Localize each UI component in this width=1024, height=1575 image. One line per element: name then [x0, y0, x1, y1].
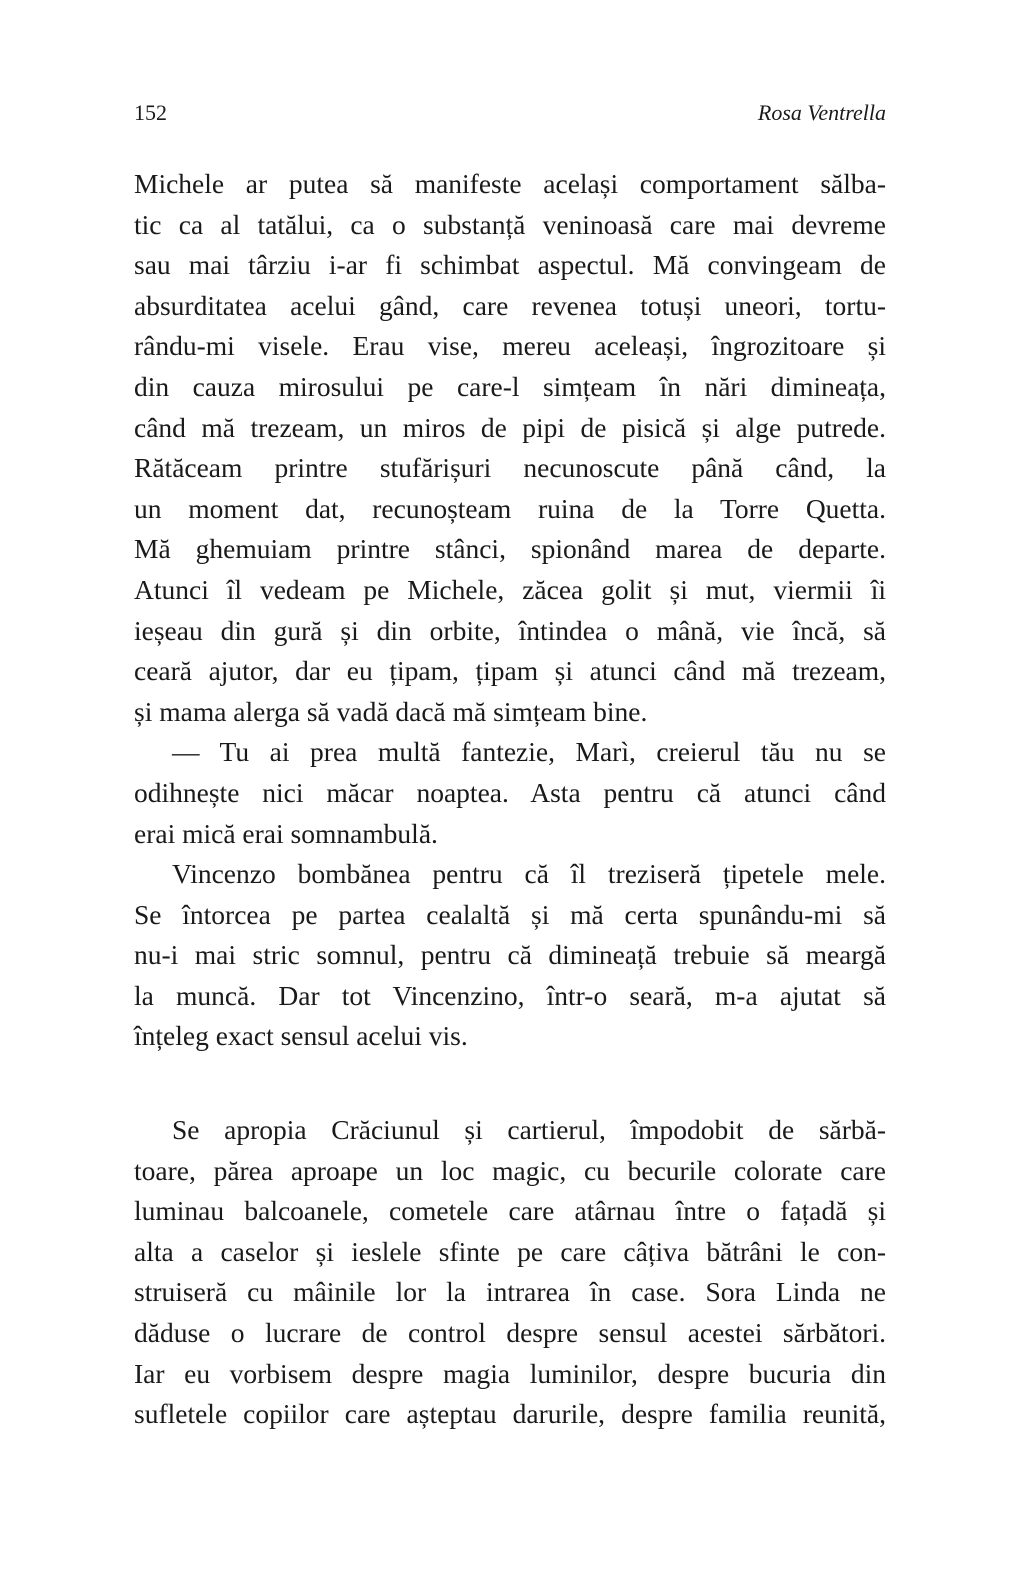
- text-line: Iar eu vorbisem despre magia luminilor, despre bucuria din: [134, 1357, 886, 1389]
- text-line: Mă ghemuiam printre stânci, spionând marea de departe.: [134, 533, 886, 565]
- text-line: sau mai târziu i-ar fi schimbat aspectul. Mă convingeam de: [134, 249, 886, 281]
- text-line: un moment dat, recunoșteam ruina de la Torre Quetta.: [134, 492, 886, 524]
- dialogue-line: — Tu ai prea multă fantezie, Marì, creierul tău nu se: [172, 736, 886, 768]
- text-line: ceară ajutor, dar eu țipam, țipam și atunci când mă trezeam,: [134, 655, 886, 687]
- running-head-author: Rosa Ventrella: [757, 100, 886, 125]
- text-line: Se întorcea pe partea cealaltă și mă certa spunându-mi să: [134, 898, 886, 930]
- text-line: la muncă. Dar tot Vincenzino, într-o seară, m-a ajutat să: [134, 979, 886, 1011]
- text-line: când mă trezeam, un miros de pipi de pisică și alge putrede.: [134, 411, 886, 443]
- text-line: tic ca al tatălui, ca o substanță veninoasă care mai devreme: [134, 208, 886, 240]
- body-text-block: [134, 1110, 886, 1435]
- body-text-block: [134, 164, 886, 1057]
- page-header: [134, 100, 886, 140]
- text-line: toare, părea aproape un loc magic, cu becurile colorate care: [134, 1154, 886, 1186]
- text-line: nu-i mai stric somnul, pentru că dimineață trebuie să meargă: [134, 939, 886, 971]
- text-line: odihnește nici măcar noaptea. Asta pentru că atunci când: [134, 776, 886, 808]
- page-number: 152: [134, 100, 167, 125]
- text-line: Michele ar putea să manifeste același comportament sălba-: [134, 168, 886, 199]
- text-line: din cauza mirosului pe care-l simțeam în nări dimineața,: [134, 370, 886, 402]
- paragraph-start-line: Se apropia Crăciunul și cartierul, împodobit de sărbă-: [172, 1114, 886, 1145]
- text-line: ieșeau din gură și din orbite, întindea o mână, vie încă, să: [134, 614, 886, 646]
- text-line: Rătăceam printre stufărișuri necunoscute până când, la: [134, 452, 886, 484]
- text-line: dăduse o lucrare de control despre sensul acestei sărbători.: [134, 1316, 886, 1348]
- text-line: absurditatea acelui gând, care revenea totuși uneori, tortu-: [134, 289, 886, 321]
- paragraph-start-line: Vincenzo bombănea pentru că îl treziseră țipetele mele.: [172, 858, 886, 890]
- text-line: Atunci îl vedeam pe Michele, zăcea golit și mut, viermii îi: [134, 573, 886, 605]
- text-line: struiseră cu mâinile lor la intrarea în case. Sora Linda ne: [134, 1276, 886, 1308]
- text-line: rându-mi visele. Erau vise, mereu aceleași, îngrozitoare și: [134, 330, 886, 362]
- text-line: erai mică erai somnambulă.: [134, 817, 438, 849]
- text-line: și mama alerga să vadă dacă mă simțeam bine.: [134, 695, 648, 727]
- text-line: luminau balcoanele, cometele care atârnau între o fațadă și: [134, 1195, 886, 1227]
- text-line: înțeleg exact sensul acelui vis.: [134, 1020, 468, 1052]
- text-line: alta a caselor și ieslele sfinte pe care câțiva bătrâni le con-: [134, 1235, 886, 1267]
- text-line: sufletele copiilor care așteptau darurile, despre familia reunită,: [134, 1398, 886, 1430]
